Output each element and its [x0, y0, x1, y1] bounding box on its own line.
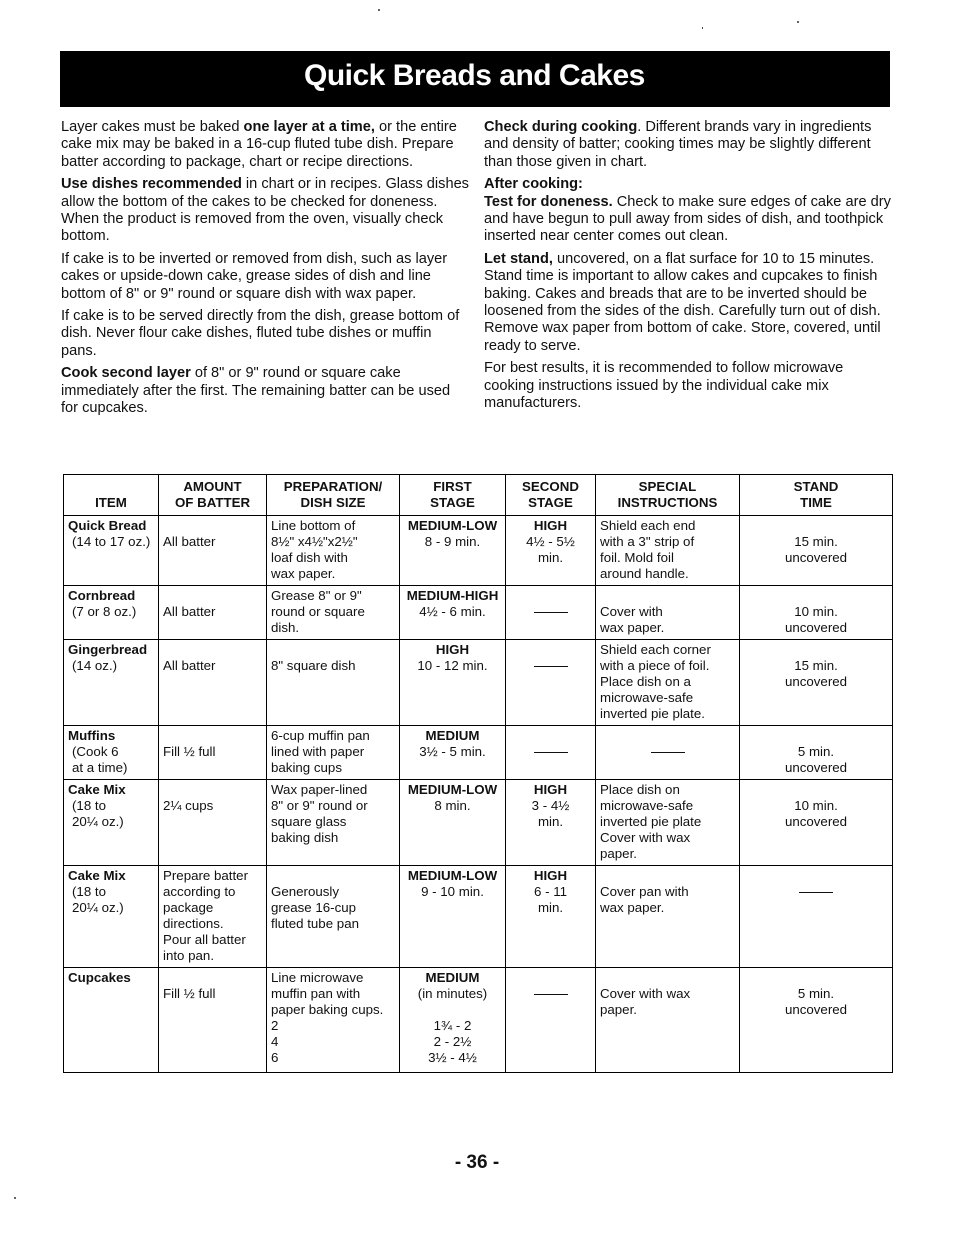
- empty-dash: [534, 994, 568, 995]
- item-size: at a time): [72, 760, 128, 775]
- cell-first-stage: [400, 516, 506, 586]
- cell-line: Cover with wax: [600, 986, 691, 1001]
- paragraph: Check during cooking. Different brands vary in ingredients and density of batter; cooking times may be slightly different than those given in chart.: [484, 119, 872, 170]
- cell-amount: [159, 516, 267, 586]
- cell-line: All batter: [163, 534, 216, 549]
- item-name: Cupcakes: [68, 970, 131, 985]
- cell-line: (in minutes): [417, 986, 488, 1001]
- paragraph: Test for doneness. Check to make sure edges of cake are dry and have begun to pull away from sides of dish, and toothpick inserted near center comes out clean.: [484, 193, 891, 245]
- cell-first-stage: [400, 640, 506, 726]
- cell-line: directions.: [163, 916, 224, 931]
- power-level: HIGH: [533, 782, 568, 797]
- cell-line: 5 min.: [797, 744, 835, 759]
- cell-line: Place dish on a: [600, 674, 691, 689]
- table-row: [64, 780, 893, 866]
- cell-line: with a piece of foil.: [600, 658, 710, 673]
- page-number: - 36 -: [454, 1152, 500, 1173]
- table-row: [64, 640, 893, 726]
- header-second-stage: SECOND STAGE: [506, 475, 596, 516]
- cell-special: [596, 780, 740, 866]
- cell-line: 4½ - 6 min.: [419, 604, 486, 619]
- power-level: MEDIUM: [425, 970, 480, 985]
- cell-second-stage: [506, 516, 596, 586]
- chart-body: [64, 516, 893, 1073]
- cell-line: 10 min.: [794, 604, 838, 619]
- power-level: HIGH: [533, 518, 568, 533]
- scan-speck: [378, 9, 380, 11]
- power-level: MEDIUM-LOW: [407, 518, 498, 533]
- item-name: Quick Bread: [68, 518, 147, 533]
- cell-line: 2 - 2½: [433, 1034, 472, 1049]
- cell-line: according to: [163, 884, 236, 899]
- cell-line: Line bottom of: [271, 518, 356, 533]
- cell-prep: [267, 780, 400, 866]
- item-size: 20¼ oz.): [72, 900, 124, 915]
- paragraph: Cook second layer of 8" or 9" round or square cake immediately after the first. The remaining batter can be used for cupcakes.: [61, 365, 451, 417]
- cooking-chart: [63, 474, 893, 1073]
- scan-speck: [702, 27, 703, 29]
- cell-special: [596, 586, 740, 640]
- cell-line: Fill ½ full: [163, 744, 216, 759]
- scan-speck: [14, 1197, 16, 1199]
- table-row: [64, 866, 893, 968]
- cell-line: Shield each end: [600, 518, 696, 533]
- cell-amount: [159, 866, 267, 968]
- cell-prep: [267, 968, 400, 1073]
- cell-line: wax paper.: [600, 900, 665, 915]
- paragraph: Let stand, uncovered, on a flat surface for 10 to 15 minutes. Stand time is important to allow cakes and cupcakes to finish baking. Cakes and breads that are to be inverted should be loosened from the sides of the dish. Carefully turn out of dish. Remove wax paper from bottom of cake. Store, covered, until ready to serve.: [484, 250, 881, 354]
- cell-special: [596, 866, 740, 968]
- cell-special: [596, 726, 740, 780]
- cell-amount: [159, 780, 267, 866]
- cell-line: microwave-safe: [600, 690, 694, 705]
- cell-amount: [159, 726, 267, 780]
- cell-second-stage: [506, 866, 596, 968]
- cell-line: uncovered: [784, 550, 848, 565]
- power-level: MEDIUM: [425, 728, 480, 743]
- cell-line: Cover with wax: [600, 830, 691, 845]
- cell-stand-time: [740, 586, 893, 640]
- cell-line: Place dish on: [600, 782, 680, 797]
- cell-line: 6: [271, 1050, 279, 1065]
- cell-line: 4½ - 5½: [526, 534, 575, 549]
- cell-line: uncovered: [784, 814, 848, 829]
- cell-stand-time: [740, 968, 893, 1073]
- cell-item: [64, 726, 159, 780]
- cell-amount: [159, 968, 267, 1073]
- cell-stand-time: [740, 640, 893, 726]
- cell-line: uncovered: [784, 1002, 848, 1017]
- cell-line: wax paper.: [271, 566, 336, 581]
- cell-line: 15 min.: [794, 534, 838, 549]
- cell-first-stage: [400, 866, 506, 968]
- cell-line: dish.: [271, 620, 300, 635]
- power-level: MEDIUM-LOW: [407, 868, 498, 883]
- cell-line: Pour all batter: [163, 932, 246, 947]
- cell-amount: [159, 586, 267, 640]
- cell-line: 8" square dish: [271, 658, 356, 673]
- item-name: Cornbread: [68, 588, 136, 603]
- cell-item: [64, 640, 159, 726]
- paragraph: If cake is to be served directly from the dish, grease bottom of dish. Never flour cake dishes, fluted tube dishes or muffin pans.: [61, 308, 460, 359]
- cell-line: paper.: [600, 846, 637, 861]
- cell-line: inverted pie plate: [600, 814, 702, 829]
- cell-line: min.: [537, 814, 564, 829]
- item-name: Cake Mix: [68, 782, 126, 797]
- empty-dash: [534, 752, 568, 753]
- cell-second-stage: [506, 726, 596, 780]
- cell-line: 6 - 11: [533, 884, 567, 899]
- cell-line: 3½ - 4½: [428, 1050, 477, 1065]
- empty-dash: [651, 752, 685, 753]
- cell-line: foil. Mold foil: [600, 550, 674, 565]
- cell-line: Cover pan with: [600, 884, 689, 899]
- cell-line: baking cups: [271, 760, 342, 775]
- table-row: [64, 968, 893, 1073]
- cell-second-stage: [506, 586, 596, 640]
- cell-line: Wax paper-lined: [271, 782, 368, 797]
- cell-line: microwave-safe: [600, 798, 694, 813]
- paragraph: Use dishes recommended in chart or in recipes. Glass dishes allow the bottom of the cakes to be checked for doneness. When the product is removed from the oven, visually check bottom.: [61, 176, 469, 245]
- cell-second-stage: [506, 640, 596, 726]
- cell-special: [596, 968, 740, 1073]
- cell-line: 3½ - 5 min.: [419, 744, 486, 759]
- title-banner: [60, 51, 890, 107]
- cell-line: 8 min.: [434, 798, 471, 813]
- cell-first-stage: [400, 780, 506, 866]
- table-row: [64, 516, 893, 586]
- cell-line: loaf dish with: [271, 550, 348, 565]
- cell-line: fluted tube pan: [271, 916, 359, 931]
- cell-line: 10 min.: [794, 798, 838, 813]
- cell-line: Grease 8" or 9": [271, 588, 362, 603]
- power-level: HIGH: [435, 642, 470, 657]
- cell-prep: [267, 866, 400, 968]
- cell-line: muffin pan with: [271, 986, 361, 1001]
- header-item: ITEM: [64, 475, 159, 516]
- item-name: Cake Mix: [68, 868, 126, 883]
- item-name: Gingerbread: [68, 642, 148, 657]
- cell-prep: [267, 640, 400, 726]
- cell-second-stage: [506, 968, 596, 1073]
- right-column: [484, 119, 894, 418]
- cell-line: round or square: [271, 604, 365, 619]
- cell-line: square glass: [271, 814, 347, 829]
- power-level: MEDIUM-LOW: [407, 782, 498, 797]
- scan-speck: [797, 21, 799, 23]
- cell-line: 6-cup muffin pan: [271, 728, 370, 743]
- cell-line: paper.: [600, 1002, 637, 1017]
- item-size: (Cook 6: [72, 744, 119, 759]
- cell-item: [64, 586, 159, 640]
- cell-first-stage: [400, 586, 506, 640]
- cell-line: 8" or 9" round or: [271, 798, 368, 813]
- paragraph: Layer cakes must be baked one layer at a time, or the entire cake mix may be baked in a 16-cup fluted tube dish. Prepare batter according to package, chart or recipe directions.: [61, 119, 457, 170]
- header-special: SPECIAL INSTRUCTIONS: [596, 475, 740, 516]
- cell-line: 15 min.: [794, 658, 838, 673]
- header-amount: AMOUNT OF BATTER: [159, 475, 267, 516]
- cell-first-stage: [400, 968, 506, 1073]
- cell-line: Line microwave: [271, 970, 364, 985]
- empty-dash: [534, 612, 568, 613]
- item-size: (14 to 17 oz.): [72, 534, 151, 549]
- cell-item: [64, 866, 159, 968]
- empty-dash: [534, 666, 568, 667]
- cell-line: Fill ½ full: [163, 986, 216, 1001]
- cell-line: package: [163, 900, 214, 915]
- item-size: (18 to: [72, 884, 107, 899]
- left-column: [61, 119, 469, 423]
- cell-line: around handle.: [600, 566, 689, 581]
- cell-line: 10 - 12 min.: [417, 658, 488, 673]
- cell-second-stage: [506, 780, 596, 866]
- cell-line: Cover with: [600, 604, 663, 619]
- cell-line: Generously: [271, 884, 339, 899]
- cell-line: Shield each corner: [600, 642, 711, 657]
- cell-line: min.: [537, 550, 564, 565]
- cell-stand-time: [740, 780, 893, 866]
- cell-line: min.: [537, 900, 564, 915]
- cell-line: 1¾ - 2: [433, 1018, 472, 1033]
- cell-line: 8½" x4½"x2½": [271, 534, 358, 549]
- page-title: Quick Breads and Cakes: [304, 59, 645, 92]
- table-row: [64, 586, 893, 640]
- power-level: MEDIUM-HIGH: [406, 588, 499, 603]
- cell-line: uncovered: [784, 760, 848, 775]
- paragraph: For best results, it is recommended to follow microwave cooking instructions issued by the individual cake mix manufacturers.: [484, 360, 844, 412]
- cell-line: 9 - 10 min.: [421, 884, 484, 899]
- cell-line: wax paper.: [600, 620, 665, 635]
- header-prep: PREPARATION/ DISH SIZE: [267, 475, 400, 516]
- cell-line: Prepare batter: [163, 868, 249, 883]
- cell-line: All batter: [163, 604, 216, 619]
- header-row: [64, 475, 893, 516]
- header-first-stage: FIRST STAGE: [400, 475, 506, 516]
- section-heading: After cooking:: [484, 176, 583, 193]
- cell-line: uncovered: [784, 674, 848, 689]
- cell-stand-time: [740, 516, 893, 586]
- item-size: (18 to: [72, 798, 107, 813]
- cell-line: 2¼ cups: [163, 798, 214, 813]
- cell-item: [64, 780, 159, 866]
- table-row: [64, 726, 893, 780]
- cell-line: 5 min.: [797, 986, 835, 1001]
- cell-line: 2: [271, 1018, 279, 1033]
- item-size: (7 or 8 oz.): [72, 604, 137, 619]
- cell-line: paper baking cups.: [271, 1002, 384, 1017]
- cell-stand-time: [740, 726, 893, 780]
- cell-stand-time: [740, 866, 893, 968]
- cell-line: uncovered: [784, 620, 848, 635]
- cell-line: grease 16-cup: [271, 900, 357, 915]
- cell-line: inverted pie plate.: [600, 706, 705, 721]
- cell-item: [64, 516, 159, 586]
- cell-line: into pan.: [163, 948, 215, 963]
- cell-line: baking dish: [271, 830, 339, 845]
- item-size: 20¼ oz.): [72, 814, 124, 829]
- empty-dash: [799, 892, 833, 893]
- cell-line: lined with paper: [271, 744, 365, 759]
- cell-line: 4: [271, 1034, 279, 1049]
- paragraph: If cake is to be inverted or removed from dish, such as layer cakes or upside-down cake, grease sides of dish and line bottom of 8" or 9" round or square dish with wax paper.: [61, 250, 448, 302]
- cell-line: with a 3" strip of: [600, 534, 695, 549]
- item-size: (14 oz.): [72, 658, 118, 673]
- cell-prep: [267, 586, 400, 640]
- cell-amount: [159, 640, 267, 726]
- power-level: HIGH: [533, 868, 568, 883]
- item-name: Muffins: [68, 728, 116, 743]
- cell-line: 3 - 4½: [531, 798, 570, 813]
- cell-line: All batter: [163, 658, 216, 673]
- cell-first-stage: [400, 726, 506, 780]
- cell-item: [64, 968, 159, 1073]
- cell-prep: [267, 726, 400, 780]
- cell-prep: [267, 516, 400, 586]
- header-stand-time: STAND TIME: [740, 475, 893, 516]
- cell-special: [596, 640, 740, 726]
- cell-special: [596, 516, 740, 586]
- cell-line: 8 - 9 min.: [424, 534, 481, 549]
